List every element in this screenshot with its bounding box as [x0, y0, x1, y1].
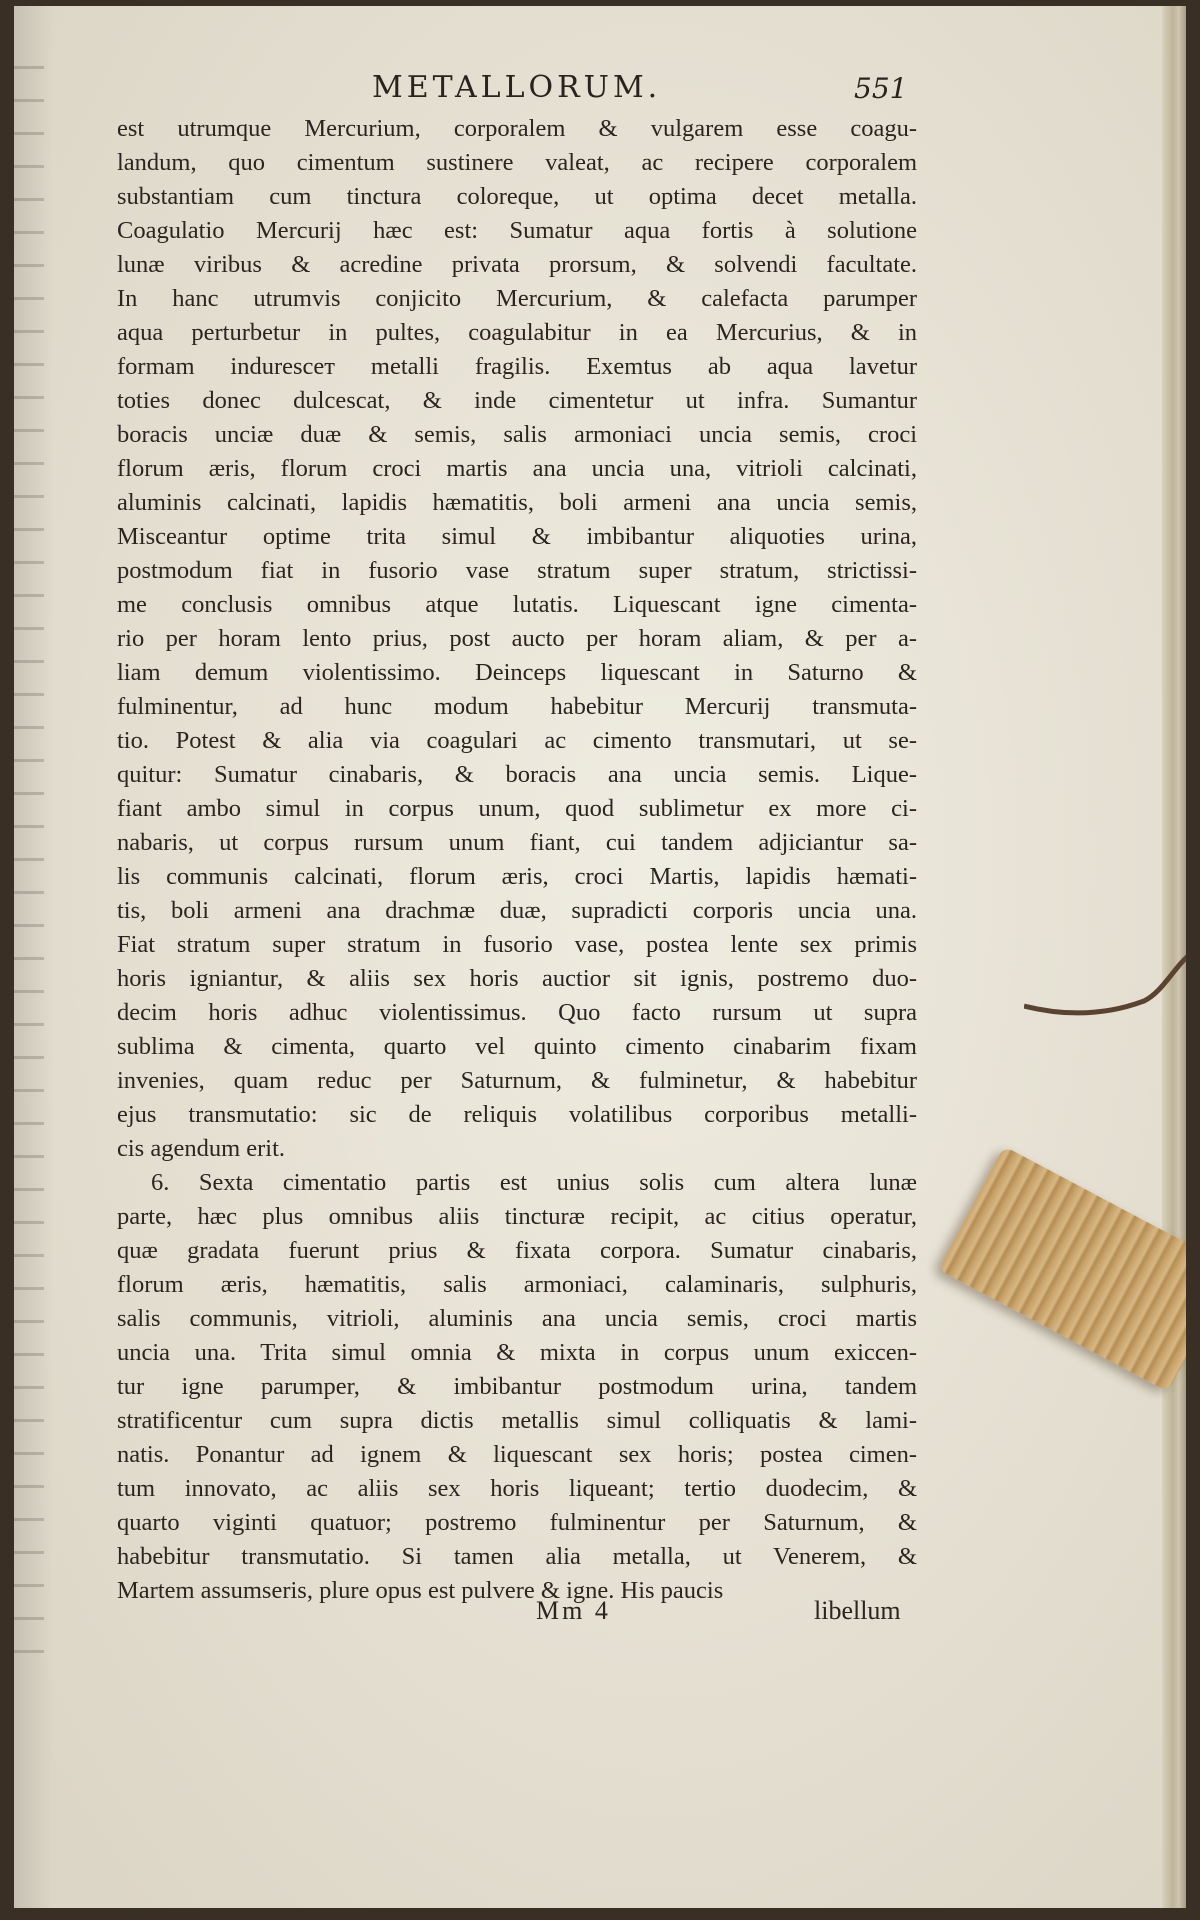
wooden-stick	[938, 1146, 1186, 1392]
text-line: habebitur transmutatio. Si tamen alia metalla, ut Venerem, &	[117, 1543, 917, 1570]
text-line: salis communis, vitrioli, aluminis ana uncia semis, croci martis	[117, 1305, 917, 1332]
text-line: florum æris, florum croci martis ana uncia una, vitrioli calcinati,	[117, 455, 917, 482]
text-line: stratificentur cum supra dictis metallis simul colliquatis & lami-	[117, 1407, 917, 1434]
text-line: natis. Ponantur ad ignem & liquescant sex horis; postea cimen-	[117, 1441, 917, 1468]
text-line: liam demum violentissimo. Deinceps liquescant in Saturno &	[117, 659, 917, 686]
text-line: est utrumque Mercurium, corporalem & vulgarem esse coagu-	[117, 115, 917, 142]
text-line: ejus transmutatio: sic de reliquis volatilibus corporibus metalli-	[117, 1101, 917, 1128]
text-line: florum æris, hæmatitis, salis armoniaci, calaminaris, sulphuris,	[117, 1271, 917, 1298]
running-title: METALLORUM.	[372, 70, 662, 105]
text-line: tum innovato, ac aliis sex horis liqueant; tertio duodecim, &	[117, 1475, 917, 1502]
text-line: me conclusis omnibus atque lutatis. Liquescant igne cimenta-	[117, 591, 917, 618]
text-line: decim horis adhuc violentissimus. Quo facto rursum ut supra	[117, 999, 917, 1026]
text-line: tur igne parumper, & imbibantur postmodum urina, tandem	[117, 1373, 917, 1400]
text-line: fiant ambo simul in corpus unum, quod sublimetur ex more ci-	[117, 795, 917, 822]
text-line: Misceantur optime trita simul & imbibantur aliquoties urina,	[117, 523, 917, 550]
text-line: postmodum fiat in fusorio vase stratum super stratum, strictissi-	[117, 557, 917, 584]
text-line: sublima & cimenta, quarto vel quinto cimento cinabarim fixam	[117, 1033, 917, 1060]
text-line: formam induresceт metalli fragilis. Exemtus ab aqua lavetur	[117, 353, 917, 380]
text-line: toties donec dulcescat, & inde cimentetur ut infra. Sumantur	[117, 387, 917, 414]
text-line: horis igniantur, & aliis sex horis auctior sit ignis, postremo duo-	[117, 965, 917, 992]
text-line: uncia una. Trita simul omnia & mixta in corpus unum exiccen-	[117, 1339, 917, 1366]
text-line: quitur: Sumatur cinabaris, & boracis ana uncia semis. Lique-	[117, 761, 917, 788]
text-line: Martem assumseris, plure opus est pulvere & igne. His paucis	[117, 1577, 724, 1604]
text-line: substantiam cum tinctura coloreque, ut optima decet metalla.	[117, 183, 917, 210]
text-line: 6. Sexta cimentatio partis est unius solis cum altera lunæ	[151, 1169, 917, 1196]
text-line: cis agendum erit.	[117, 1135, 286, 1162]
text-line: parte, hæc plus omnibus aliis tincturæ recipit, ac citius operatur,	[117, 1203, 917, 1230]
text-line: Coagulatio Mercurij hæc est: Sumatur aqua fortis à solutione	[117, 217, 917, 244]
text-line: aluminis calcinati, lapidis hæmatitis, boli armeni ana uncia semis,	[117, 489, 917, 516]
catchword: libellum	[814, 1596, 901, 1625]
text-line: aqua perturbetur in pultes, coagulabitur in ea Mercurius, & in	[117, 319, 917, 346]
text-line: lunæ viribus & acredine privata prorsum, & solvendi facultate.	[117, 251, 917, 278]
text-line: landum, quo cimentum sustinere valeat, ac recipere corporalem	[117, 149, 917, 176]
text-line: invenies, quam reduc per Saturnum, & fulminetur, & habebitur	[117, 1067, 917, 1094]
text-line: In hanc utrumvis conjicito Mercurium, & calefacta parumper	[117, 285, 917, 312]
signature-mark: Mm 4	[536, 1596, 611, 1625]
body-text	[117, 112, 917, 1608]
string-object	[1024, 946, 1186, 1026]
text-line: Fiat stratum super stratum in fusorio vase, postea lente sex primis	[117, 931, 917, 958]
page-footer	[14, 1596, 1186, 1636]
text-line: rio per horam lento prius, post aucto per horam aliam, & per a-	[117, 625, 917, 652]
text-line: boracis unciæ duæ & semis, salis armoniaci uncia semis, croci	[117, 421, 917, 448]
facing-page-bleed	[14, 66, 44, 1666]
text-line: tis, boli armeni ana drachmæ duæ, supradicti corporis uncia una.	[117, 897, 917, 924]
text-line: tio. Potest & alia via coagulari ac cimento transmutari, ut se-	[117, 727, 917, 754]
page-number: 551	[854, 72, 908, 105]
text-line: quarto viginti quatuor; postremo fulminentur per Saturnum, &	[117, 1509, 917, 1536]
text-line: lis communis calcinati, florum æris, croci Martis, lapidis hæmati-	[117, 863, 917, 890]
text-line: quæ gradata fuerunt prius & fixata corpora. Sumatur cinabaris,	[117, 1237, 917, 1264]
book-page	[14, 6, 1186, 1908]
text-line: fulminentur, ad hunc modum habebitur Mercurij transmuta-	[117, 693, 917, 720]
text-line: nabaris, ut corpus rursum unum fiant, cui tandem adjiciantur sa-	[117, 829, 917, 856]
page-header	[14, 70, 1186, 110]
